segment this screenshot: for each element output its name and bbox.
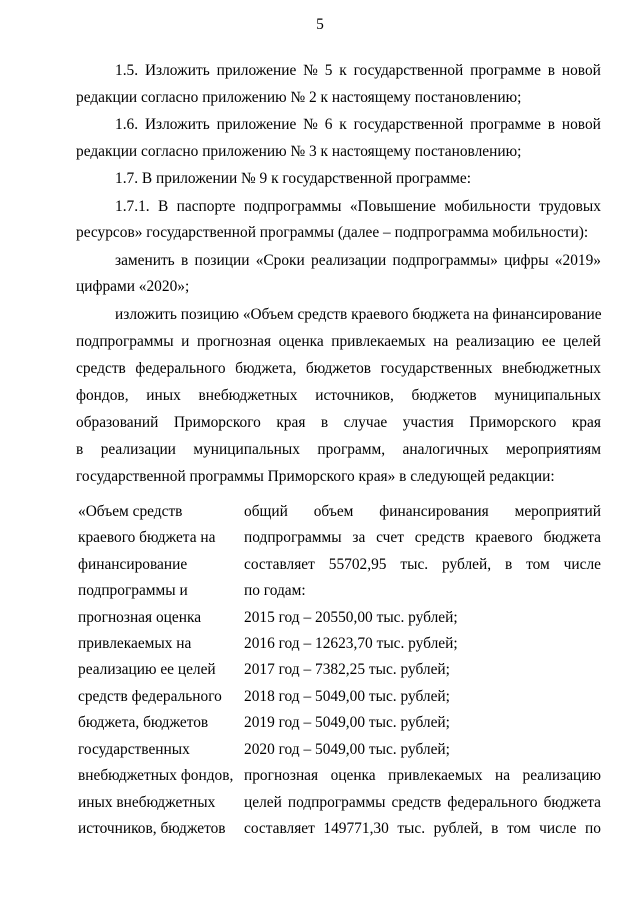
table-left-line: «Объем средств [78, 503, 183, 520]
statement-line-6 [76, 440, 601, 460]
word: привлекаемых [331, 333, 426, 350]
word: Изложить [144, 116, 210, 133]
year-2018-amount: 2018 год – 5049,00 тыс. рублей; [244, 688, 450, 705]
table-right-line [244, 555, 601, 575]
word: целей [244, 794, 282, 811]
statement-line-1: изложить позицию «Объем средств краевого бюджета на финансирование [115, 306, 602, 323]
word: 55702,95 [328, 556, 387, 573]
word: том [526, 556, 550, 573]
word: № [303, 116, 318, 133]
word: реализации [100, 441, 176, 458]
word: числе [539, 820, 577, 837]
word: 149771,30 [323, 820, 389, 837]
word: числе [563, 556, 601, 573]
statement-line-5 [76, 413, 601, 433]
word: ее [541, 333, 556, 350]
table-right-line [244, 502, 601, 522]
paragraph-1-7: 1.7. В приложении № 9 к государственной программе: [115, 170, 472, 187]
word: подпрограммы [76, 333, 174, 350]
word: средств [391, 794, 442, 811]
word: заменить [115, 252, 175, 269]
word: средств [414, 529, 465, 546]
word: «Сроки [255, 252, 305, 269]
word: счет [376, 529, 404, 546]
year-2017-amount: 2017 год – 7382,25 тыс. рублей; [244, 661, 450, 678]
word: Изложить [144, 62, 210, 79]
year-2020-amount: 2020 год – 5049,00 тыс. рублей; [244, 741, 450, 758]
word: за [352, 529, 366, 546]
word: Приморского [173, 414, 261, 431]
word: на [433, 333, 449, 350]
word: программе [470, 62, 541, 79]
year-2016-amount: 2016 год – 12623,70 тыс. рублей; [244, 635, 458, 652]
word: реализацию [455, 333, 535, 350]
year-2015-amount: 2015 год – 20550,00 тыс. рублей; [244, 609, 458, 626]
table-left-line: финансирование [78, 556, 188, 573]
word: муниципальных [193, 441, 300, 458]
table-left-line: иных внебюджетных [78, 794, 216, 811]
word: источников, [315, 387, 394, 404]
word: 1.6. [115, 116, 139, 133]
word: государственных [380, 360, 493, 377]
table-left-line: подпрограммы и [78, 582, 188, 599]
word: в [504, 556, 513, 573]
statement-line-4 [76, 386, 601, 406]
word: тыс. [400, 556, 429, 573]
table-left-line: привлекаемых на [78, 635, 192, 652]
word: рублей, [442, 556, 492, 573]
word: В [158, 198, 169, 215]
page-number: 5 [316, 16, 324, 33]
table-right-line [244, 528, 601, 548]
word: подпрограммы [244, 529, 342, 546]
word: оценка [278, 333, 324, 350]
statement-line-3 [76, 359, 601, 379]
word: Приморского [469, 414, 557, 431]
word: муниципальных [494, 387, 601, 404]
word: том [506, 820, 531, 837]
word: бюджетов [305, 360, 372, 377]
word: бюджета, [235, 360, 297, 377]
word: составляет [244, 820, 315, 837]
word: края [571, 414, 601, 431]
word: 1.7.1. [115, 198, 150, 215]
word: прогнозная [196, 333, 272, 350]
paragraph-1-5-line-1 [115, 61, 601, 81]
word: подпрограммы» [392, 252, 498, 269]
word: рублей, [433, 820, 483, 837]
word: оценка [330, 767, 376, 784]
table-left-line: средств федерального [78, 688, 222, 705]
word: мероприятий [514, 503, 601, 520]
table-left-line: государственных [78, 741, 190, 758]
word: цифры [504, 252, 549, 269]
word: внебюджетных [198, 387, 298, 404]
word: в [547, 116, 556, 133]
word: бюджетов [411, 387, 477, 404]
word: по [584, 820, 601, 837]
word: случае [343, 414, 388, 431]
word: новой [561, 116, 601, 133]
word: объем [313, 503, 354, 520]
word: федерального [135, 360, 226, 377]
word: мобильности [444, 198, 531, 215]
word: приложение [216, 62, 297, 79]
word: к [339, 116, 347, 133]
word: реализации [311, 252, 387, 269]
table-right-line [244, 793, 601, 813]
word: в [547, 62, 556, 79]
table-right-line [244, 819, 601, 839]
replace-line-1 [115, 251, 601, 271]
word: целей [563, 333, 601, 350]
table-left-line: внебюджетных фондов, [78, 767, 234, 784]
word: тыс. [397, 820, 426, 837]
paragraph-1-7-1-line-2: ресурсов» государственной программы (далее – подпрограмма мобильности): [76, 224, 589, 241]
word: государственной [353, 62, 464, 79]
word: «2019» [554, 252, 601, 269]
word: фондов, [76, 387, 129, 404]
word: «Повышение [349, 198, 436, 215]
word: подпрограммы [287, 794, 386, 811]
word: паспорте [176, 198, 236, 215]
statement-line-7: государственной программы Приморского края» в следующей редакции: [76, 468, 555, 485]
table-right-line: по годам: [244, 582, 306, 599]
word: в [76, 441, 84, 458]
replace-line-2: цифрами «2020»; [76, 278, 190, 295]
word: № [303, 62, 318, 79]
word: к [339, 62, 347, 79]
word: бюджета [543, 794, 601, 811]
word: позиции [194, 252, 250, 269]
word: мероприятиям [505, 441, 601, 458]
word: трудовых [538, 198, 601, 215]
word: 5 [324, 62, 333, 79]
word: краевого [475, 529, 533, 546]
word: финансирования [379, 503, 489, 520]
table-left-line: краевого бюджета на [78, 529, 216, 546]
word: реализацию [522, 767, 601, 784]
word: края [276, 414, 306, 431]
word: на [494, 767, 511, 784]
table-right-line [244, 766, 601, 786]
word: аналогичных [402, 441, 489, 458]
word: в [491, 820, 499, 837]
word: и [181, 333, 190, 350]
word: привлекаемых [388, 767, 483, 784]
statement-line-2 [76, 332, 601, 352]
word: средств [76, 360, 126, 377]
word: внебюджетных [501, 360, 601, 377]
year-2019-amount: 2019 год – 5049,00 тыс. рублей; [244, 714, 450, 731]
word: 6 [324, 116, 333, 133]
word: в [180, 252, 189, 269]
word: образований [76, 414, 159, 431]
paragraph-1-7-1-line-1 [115, 197, 601, 217]
table-left-line: бюджета, бюджетов [78, 714, 209, 731]
word: программ, [317, 441, 386, 458]
paragraph-1-6-line-2: редакции согласно приложению № 3 к настоящему постановлению; [76, 143, 522, 160]
table-left-line: прогнозная оценка [78, 609, 202, 626]
word: составляет [244, 556, 315, 573]
word: участия [402, 414, 454, 431]
word: программе [470, 116, 541, 133]
word: приложение [216, 116, 297, 133]
word: новой [561, 62, 601, 79]
table-left-line: источников, бюджетов [78, 820, 226, 837]
word: бюджета [543, 529, 601, 546]
word: общий [244, 503, 288, 520]
word: иных [146, 387, 181, 404]
word: подпрограммы [243, 198, 342, 215]
table-left-line: реализацию ее целей [78, 661, 216, 678]
paragraph-1-6-line-1 [115, 115, 601, 135]
word: 1.5. [115, 62, 139, 79]
paragraph-1-5-line-2: редакции согласно приложению № 2 к настоящему постановлению; [76, 89, 522, 106]
word: государственной [353, 116, 464, 133]
word: в [320, 414, 329, 431]
word: федерального [447, 794, 538, 811]
word: прогнозная [244, 767, 319, 784]
